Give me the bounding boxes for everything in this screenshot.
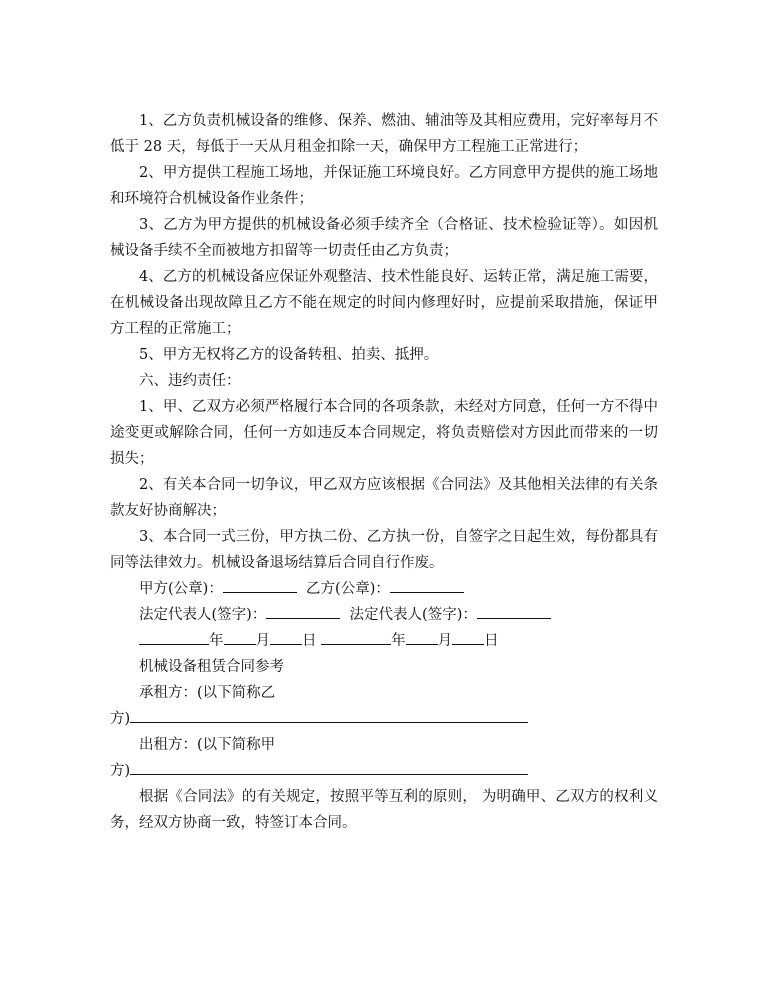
seal-line [110, 576, 658, 602]
year-label: 年 [391, 633, 406, 649]
breach-clause-3: 3、本合同一式三份，甲方执二份、乙方执一份，自签字之日起生效，每份都具有同等法律效力。机械设备退场结算后合同自行作废。 [110, 529, 658, 571]
lessor-end: 方) [110, 763, 131, 779]
party-b-seal-blank[interactable] [390, 576, 464, 593]
lessee-label: 承租方：(以下简称乙 [139, 685, 276, 701]
month-label: 月 [437, 633, 453, 649]
rep-a-label: 法定代表人(签字)： [139, 607, 267, 623]
document-page [110, 108, 658, 836]
document-title: 机械设备租赁合同参考 [139, 659, 284, 675]
lessee-blank[interactable] [130, 706, 528, 723]
lessee-end: 方) [110, 711, 131, 727]
date-b-month-blank[interactable] [406, 628, 438, 645]
clause-1: 1、乙方负责机械设备的维修、保养、燃油、辅油等及其相应费用，完好率每月不低于 28 天，每低于一天从月租金扣除一天，确保甲方工程施工正常进行； [110, 113, 658, 155]
clause-5: 5、甲方无权将乙方的设备转租、拍卖、抵押。 [139, 347, 439, 363]
day-label: 日 [302, 633, 317, 649]
party-b-seal-label: 乙方(公章)： [306, 581, 390, 597]
section-heading-breach: 六、违约责任： [139, 373, 241, 389]
date-a-month-blank[interactable] [224, 628, 256, 645]
rep-b-label: 法定代表人(签字)： [349, 607, 477, 623]
party-a-seal-blank[interactable] [223, 576, 297, 593]
representative-line [110, 602, 658, 628]
date-b-day-blank[interactable] [452, 628, 484, 645]
breach-clause-2: 2、有关本合同一切争议，甲乙双方应该根据《合同法》及其他相关法律的有关条款友好协商解决； [110, 477, 658, 519]
rep-b-blank[interactable] [477, 602, 551, 619]
day-label: 日 [484, 633, 499, 649]
lessor-line [110, 758, 658, 784]
date-a-day-blank[interactable] [270, 628, 302, 645]
date-line [110, 628, 658, 654]
contract-intro: 根据《合同法》的有关规定，按照平等互利的原则， 为明确甲、乙双方的权利义务，经双方协商一致，特签订本合同。 [110, 789, 658, 831]
rep-a-blank[interactable] [266, 602, 340, 619]
clause-3: 3、乙方为甲方提供的机械设备必须手续齐全（合格证、技术检验证等）。如因机械设备手续不全而被地方扣留等一切责任由乙方负责； [110, 217, 658, 259]
date-b-year-blank[interactable] [321, 628, 391, 645]
month-label: 月 [255, 633, 270, 649]
clause-4: 4、乙方的机械设备应保证外观整洁、技术性能良好、运转正常，满足施工需要，在机械设备出现故障且乙方不能在规定的时间内修理好时，应提前采取措施，保证甲方工程的正常施工； [110, 269, 658, 337]
breach-clause-1: 1、甲、乙双方必须严格履行本合同的各项条款，未经对方同意，任何一方不得中途变更或解除合同，任何一方如违反本合同规定，将负责赔偿对方因此而带来的一切损失； [110, 399, 658, 467]
date-a-year-blank[interactable] [139, 628, 209, 645]
lessor-label: 出租方：(以下简称甲 [139, 737, 276, 753]
clause-2: 2、甲方提供工程施工场地，并保证施工环境良好。乙方同意甲方提供的施工场地和环境符合机械设备作业条件； [110, 165, 658, 207]
party-a-seal-label: 甲方(公章)： [139, 581, 223, 597]
lessor-blank[interactable] [130, 758, 528, 775]
year-label: 年 [209, 633, 224, 649]
lessee-line [110, 706, 658, 732]
